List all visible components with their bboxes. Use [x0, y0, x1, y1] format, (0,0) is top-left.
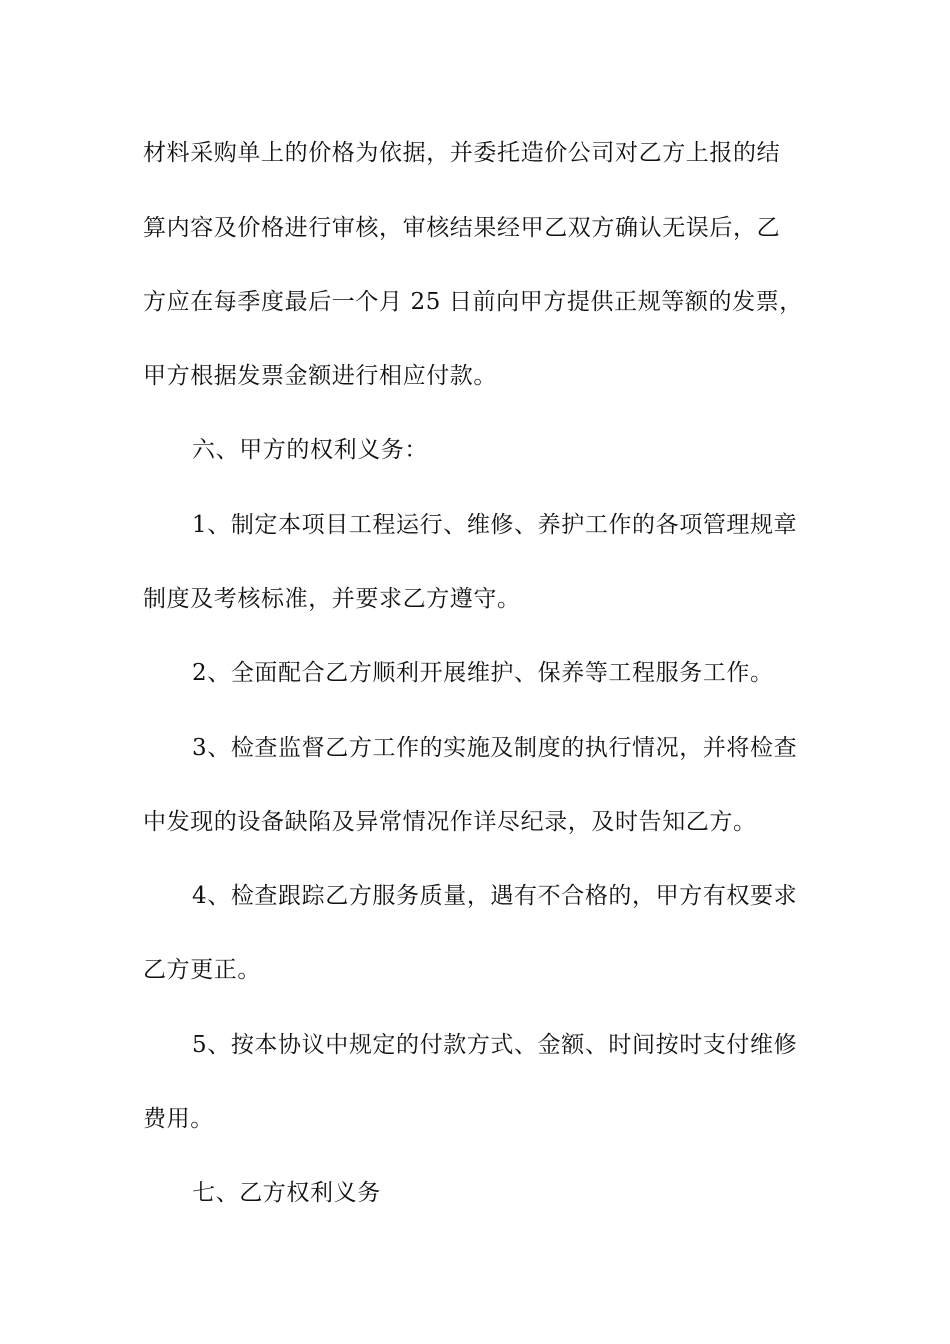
paragraph-line: 方应在每季度最后一个月 25 日前向甲方提供正规等额的发票， — [143, 289, 803, 315]
list-item-line: 3、检查监督乙方工作的实施及制度的执行情况，并将检查 — [192, 735, 798, 761]
section-heading: 七、乙方权利义务 — [192, 1180, 381, 1206]
paragraph-line: 甲方根据发票金额进行相应付款。 — [143, 363, 497, 389]
list-item-line: 4、检查跟踪乙方服务质量，遇有不合格的，甲方有权要求 — [192, 883, 798, 909]
list-item-line: 制度及考核标准，并要求乙方遵守。 — [143, 586, 521, 612]
list-item-line: 2、全面配合乙方顺利开展维护、保养等工程服务工作。 — [192, 660, 774, 686]
list-item-line: 5、按本协议中规定的付款方式、金额、时间按时支付维修 — [192, 1032, 798, 1058]
section-heading: 六、甲方的权利义务： — [192, 437, 428, 463]
list-item-line: 乙方更正。 — [143, 957, 261, 983]
paragraph-line: 算内容及价格进行审核，审核结果经甲乙双方确认无误后，乙 — [143, 215, 781, 241]
list-item-line: 中发现的设备缺陷及异常情况作详尽纪录，及时告知乙方。 — [143, 809, 757, 835]
list-item-line: 费用。 — [143, 1106, 214, 1132]
paragraph-line: 材料采购单上的价格为依据，并委托造价公司对乙方上报的结 — [143, 140, 781, 166]
list-item-line: 1、制定本项目工程运行、维修、养护工作的各项管理规章 — [192, 512, 798, 538]
